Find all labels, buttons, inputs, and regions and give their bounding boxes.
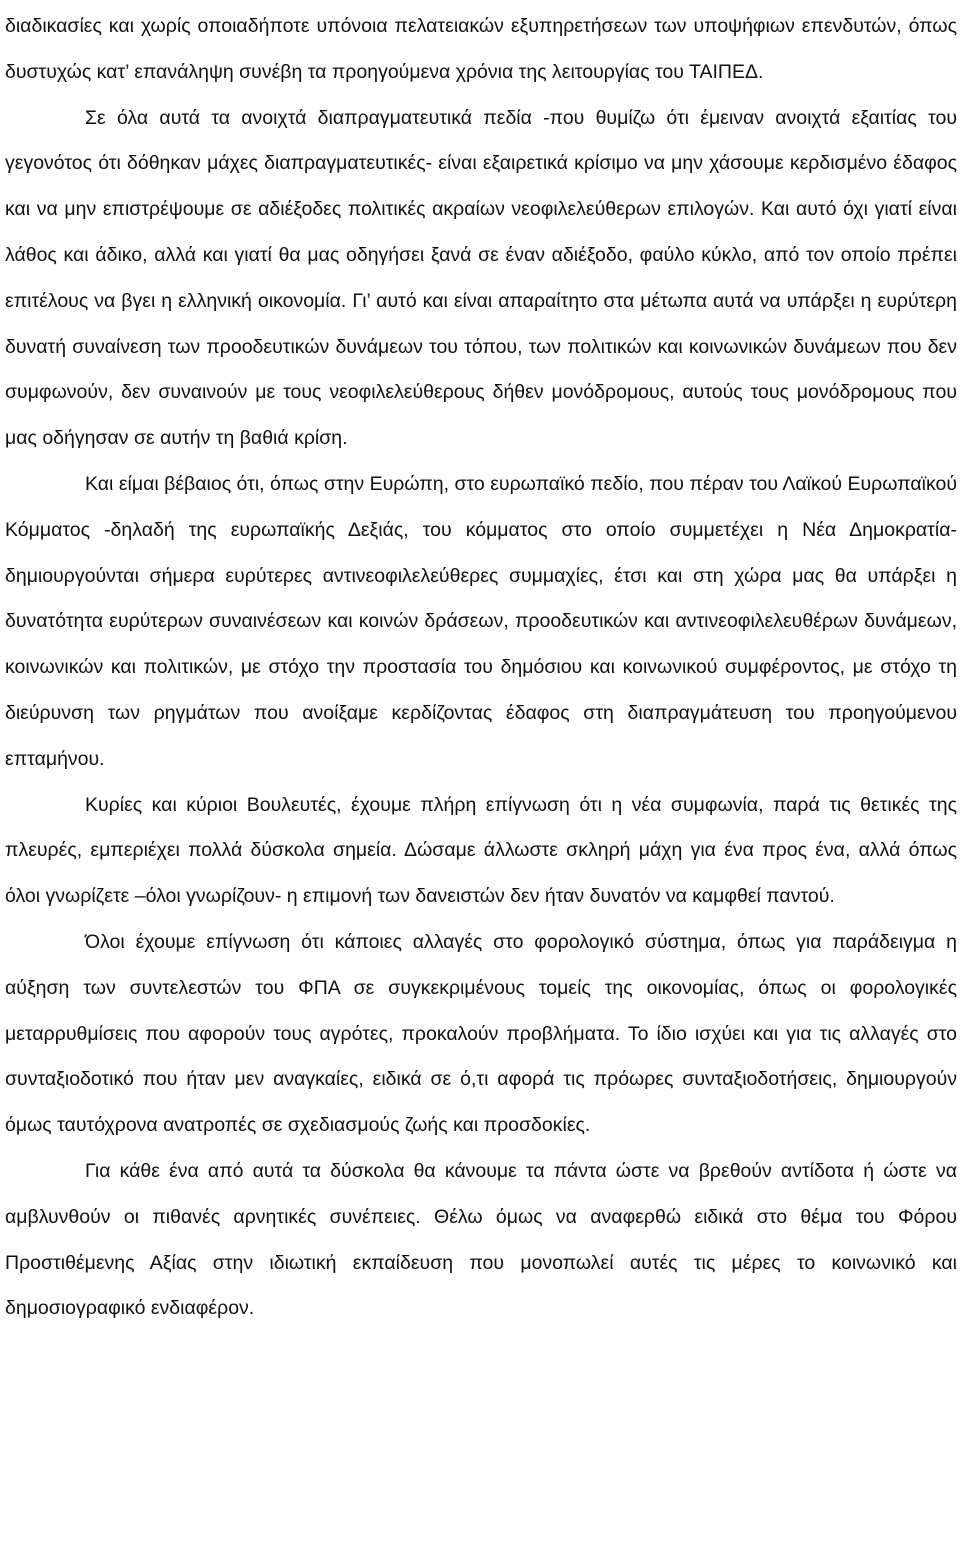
paragraph-negotiation-fields: Σε όλα αυτά τα ανοιχτά διαπραγματευτικά πεδία -που θυμίζω ότι έμειναν ανοιχτά εξαιτίας του γεγονότος ότι δόθηκαν μάχες διαπραγματευτικές- είναι εξαιρετικά κρίσιμο να μην χάσουμε κερδισμένο έδαφος και να μην επιστρέψουμε σε αδιέξοδες πολιτικές ακραίων νεοφιλελεύθερων επιλογών. Και αυτό όχι γιατί είναι λάθος και άδικο, αλλά και γιατί θα μας οδηγήσει ξανά σε έναν αδιέξοδο, φαύλο κύκλο, από τον οποίο πρέπει επιτέλους να βγει η ελληνική οικονομία. Γι’ αυτό και είναι απαραίτητο στα μέτωπα αυτά να υπάρξει η ευρύτερη δυνατή συναίνεση των προοδευτικών δυνάμεων του τόπου, των πολιτικών και κοινωνικών δυνάμεων που δεν συμφωνούν, δεν συναινούν με τους νεοφιλελεύθερους δήθεν μονόδρομους, αυτούς τους μονόδρομους που μας οδήγησαν σε αυτήν τη βαθιά κρίση. (5, 106, 957, 450)
paragraph-continuation: διαδικασίες και χωρίς οποιαδήποτε υπόνοια πελατειακών εξυπηρετήσεων των υποψήφιων επενδυτών, όπως δυστυχώς κατ’ επανάληψη συνέβη τα προηγούμενα χρόνια της λειτουργίας του ΤΑΙΠΕΔ. (5, 15, 957, 83)
paragraph-address-mps: Κυρίες και κύριοι Βουλευτές, έχουμε πλήρη επίγνωση ότι η νέα συμφωνία, παρά τις θετικές της πλευρές, εμπεριέχει πολλά δύσκολα σημεία. Δώσαμε άλλωστε σκληρή μάχη για ένα προς ένα, αλλά όπως όλοι γνωρίζετε –όλοι γνωρίζουν- η επιμονή των δανειστών δεν ήταν δυνατόν να καμφθεί παντού. (5, 793, 957, 908)
paragraph-tax-changes: Όλοι έχουμε επίγνωση ότι κάποιες αλλαγές στο φορολογικό σύστημα, όπως για παράδειγμα η αύξηση των συντελεστών του ΦΠΑ σε συγκεκριμένους τομείς της οικονομίας, όπως οι φορολογικές μεταρρυθμίσεις που αφορούν τους αγρότες, προκαλούν προβλήματα. Το ίδιο ισχύει και για τις αλλαγές στο συνταξιοδοτικό που ήταν μεν αναγκαίες, ειδικά σε ό,τι αφορά τις πρόωρες συνταξιοδοτήσεις, δημιουργούν όμως ταυτόχρονα ανατροπές σε σχεδιασμούς ζωής και προσδοκίες. (5, 930, 957, 1137)
paragraph-european-alliances: Και είμαι βέβαιος ότι, όπως στην Ευρώπη, στο ευρωπαϊκό πεδίο, που πέραν του Λαϊκού Ευρωπαϊκού Κόμματος -δηλαδή της ευρωπαϊκής Δεξιάς, του κόμματος στο οποίο συμμετέχει η Νέα Δημοκρατία- δημιουργούνται σήμερα ευρύτερες αντινεοφιλελεύθερες συμμαχίες, έτσι και στη χώρα μας θα υπάρξει η δυνατότητα ευρύτερων συναινέσεων και κοινών δράσεων, προοδευτικών και αντινεοφιλελευθέρων δυνάμεων, κοινωνικών και πολιτικών, με στόχο την προστασία του δημόσιου και κοινωνικού συμφέροντος, με στόχο τη διεύρυνση των ρηγμάτων που ανοίξαμε κερδίζοντας έδαφος στη διαπραγμάτευση του προηγούμενου επταμήνου. (5, 472, 957, 770)
paragraph-vat-education: Για κάθε ένα από αυτά τα δύσκολα θα κάνουμε τα πάντα ώστε να βρεθούν αντίδοτα ή ώστε να αμβλυνθούν οι πιθανές αρνητικές συνέπειες. Θέλω όμως να αναφερθώ ειδικά στο θέμα του Φόρου Προστιθέμενης Αξίας στην ιδιωτική εκπαίδευση που μονοπωλεί αυτές τις μέρες το κοινωνικό και δημοσιογραφικό ενδιαφέρον. (5, 1159, 957, 1320)
